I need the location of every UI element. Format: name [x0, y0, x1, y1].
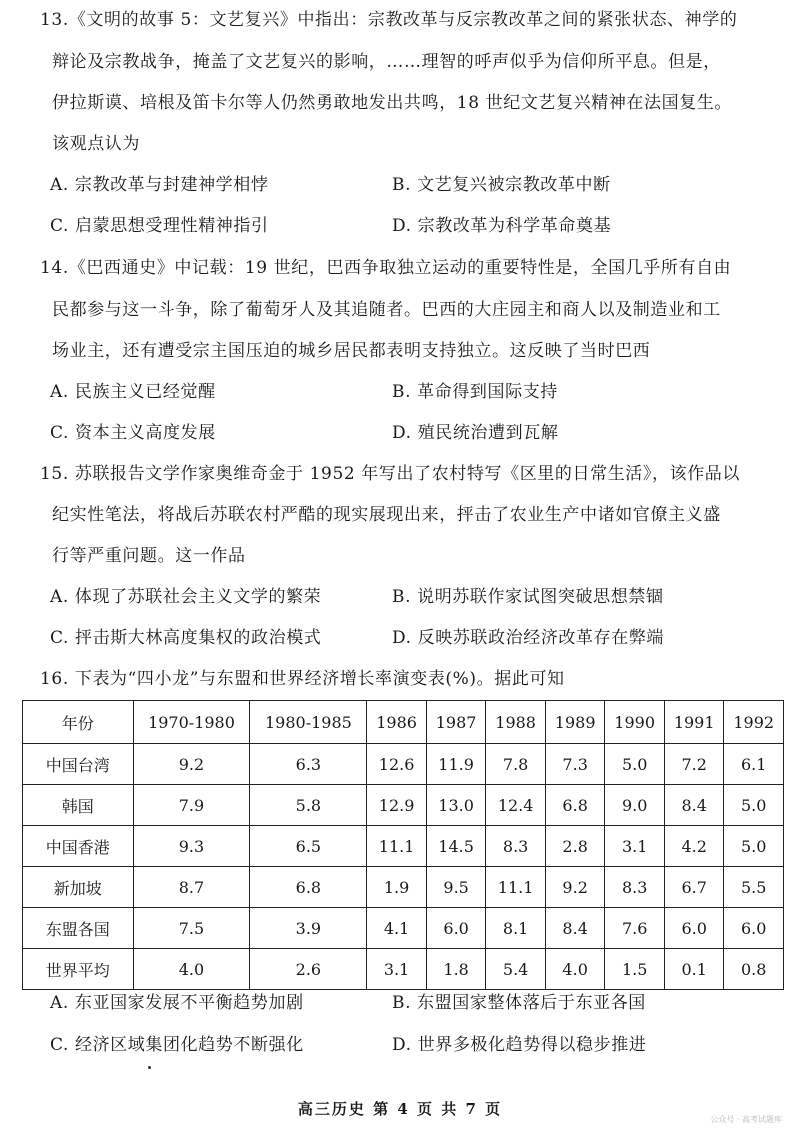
question-16-option-a[interactable]: A. 东亚国家发展不平衡趋势加剧 [50, 993, 304, 1013]
table-cell: 8.4 [664, 785, 724, 826]
table-cell: 11.1 [486, 867, 546, 908]
table-cell: 8.3 [486, 826, 546, 867]
table-row [23, 949, 784, 990]
table-cell: 7.9 [133, 785, 250, 826]
question-13-option-d[interactable]: D. 宗教改革为科学革命奠基 [392, 216, 612, 236]
question-15-option-b[interactable]: B. 说明苏联作家试图突破思想禁锢 [392, 587, 664, 607]
question-15-line-1: 15. 苏联报告文学作家奥维奇金于 1952 年写出了农村特写《区里的日常生活》，该作品以 [40, 464, 741, 484]
table-cell: 0.1 [664, 949, 724, 990]
question-13-line-3: 伊拉斯谟、培根及笛卡尔等人仍然勇敢地发出共鸣，18 世纪文艺复兴精神在法国复生。 [52, 93, 733, 113]
table-header-cell: 1988 [486, 701, 546, 744]
question-16-line-1: 16. 下表为“四小龙”与东盟和世界经济增长率演变表(%)。据此可知 [40, 669, 565, 689]
table-cell: 6.5 [250, 826, 367, 867]
question-13-option-a[interactable]: A. 宗教改革与封建神学相悖 [50, 175, 269, 195]
question-14-option-d[interactable]: D. 殖民统治遭到瓦解 [392, 423, 559, 443]
table-cell: 6.0 [664, 908, 724, 949]
question-14-line-2: 民都参与这一斗争，除了葡萄牙人及其追随者。巴西的大庄园主和商人以及制造业和工 [52, 300, 721, 320]
question-13-line-4: 该观点认为 [52, 134, 140, 154]
table-cell: 5.5 [724, 867, 784, 908]
table-header-cell: 1987 [426, 701, 486, 744]
question-13-option-c[interactable]: C. 启蒙思想受理性精神指引 [50, 216, 269, 236]
table-cell: 7.3 [545, 744, 605, 785]
question-15-option-c[interactable]: C. 抨击斯大林高度集权的政治模式 [50, 628, 322, 648]
table-header-cell: 1992 [724, 701, 784, 744]
watermark: 公众号 · 高考试题库 [710, 1115, 782, 1124]
question-14-option-a[interactable]: A. 民族主义已经觉醒 [50, 382, 216, 402]
table-cell: 7.6 [605, 908, 665, 949]
table-cell: 8.3 [605, 867, 665, 908]
question-13-line-1: 13.《文明的故事 5：文艺复兴》中指出：宗教改革与反宗教改革之间的紧张状态、神学的 [40, 10, 738, 30]
table-cell: 4.2 [664, 826, 724, 867]
table-cell: 12.4 [486, 785, 546, 826]
question-15-line-3: 行等严重问题。这一作品 [52, 546, 246, 566]
table-header-cell: 年份 [23, 701, 134, 744]
table-cell: 5.0 [724, 826, 784, 867]
question-13-line-2: 辩论及宗教战争，掩盖了文艺复兴的影响，……理智的呼声似乎为信仰所平息。但是， [52, 52, 721, 72]
table-cell: 12.6 [367, 744, 427, 785]
question-14-option-c[interactable]: C. 资本主义高度发展 [50, 423, 216, 443]
table-header-cell: 1986 [367, 701, 427, 744]
table-cell: 5.4 [486, 949, 546, 990]
table-header-cell: 1980-1985 [250, 701, 367, 744]
table-row-label: 新加坡 [23, 867, 134, 908]
growth-rate-table [22, 700, 784, 990]
table-cell: 4.1 [367, 908, 427, 949]
stray-dot [148, 1066, 151, 1069]
question-15-option-d[interactable]: D. 反映苏联政治经济改革存在弊端 [392, 628, 665, 648]
table-row-label: 中国台湾 [23, 744, 134, 785]
table-body [23, 701, 784, 990]
table-cell: 7.5 [133, 908, 250, 949]
question-14-line-1: 14.《巴西通史》中记载：19 世纪，巴西争取独立运动的重要特性是，全国几乎所有自由 [40, 258, 732, 278]
table-cell: 1.9 [367, 867, 427, 908]
table-row-label: 东盟各国 [23, 908, 134, 949]
table-cell: 5.8 [250, 785, 367, 826]
table-cell: 9.2 [133, 744, 250, 785]
table-cell: 1.8 [426, 949, 486, 990]
table-cell: 5.0 [724, 785, 784, 826]
table-header-cell: 1990 [605, 701, 665, 744]
table-cell: 6.3 [250, 744, 367, 785]
table-cell: 3.1 [605, 826, 665, 867]
table-header-row [23, 701, 784, 744]
table-cell: 7.2 [664, 744, 724, 785]
question-14-option-b[interactable]: B. 革命得到国际支持 [392, 382, 558, 402]
table-cell: 6.1 [724, 744, 784, 785]
question-16-option-b[interactable]: B. 东盟国家整体落后于东亚各国 [392, 993, 646, 1013]
table-cell: 13.0 [426, 785, 486, 826]
table-cell: 0.8 [724, 949, 784, 990]
table-cell: 2.8 [545, 826, 605, 867]
table-header-cell: 1991 [664, 701, 724, 744]
table-cell: 1.5 [605, 949, 665, 990]
table-cell: 4.0 [133, 949, 250, 990]
table-cell: 9.3 [133, 826, 250, 867]
table-cell: 6.0 [724, 908, 784, 949]
table-cell: 8.1 [486, 908, 546, 949]
table-cell: 11.9 [426, 744, 486, 785]
table-cell: 6.8 [250, 867, 367, 908]
table-row [23, 785, 784, 826]
table-row [23, 744, 784, 785]
table-row [23, 908, 784, 949]
table-cell: 9.5 [426, 867, 486, 908]
table-row [23, 867, 784, 908]
question-14-line-3: 场业主，还有遭受宗主国压迫的城乡居民都表明支持独立。这反映了当时巴西 [52, 341, 651, 361]
table-header-cell: 1989 [545, 701, 605, 744]
table-cell: 11.1 [367, 826, 427, 867]
table-cell: 12.9 [367, 785, 427, 826]
table-cell: 6.0 [426, 908, 486, 949]
question-16-option-d[interactable]: D. 世界多极化趋势得以稳步推进 [392, 1035, 647, 1055]
question-13-option-b[interactable]: B. 文艺复兴被宗教改革中断 [392, 175, 611, 195]
table-cell: 2.6 [250, 949, 367, 990]
table-cell: 5.0 [605, 744, 665, 785]
table-cell: 9.2 [545, 867, 605, 908]
table-row [23, 826, 784, 867]
table-row-label: 世界平均 [23, 949, 134, 990]
question-15-line-2: 纪实性笔法，将战后苏联农村严酷的现实展现出来，抨击了农业生产中诸如官僚主义盛 [52, 505, 721, 525]
table-cell: 6.7 [664, 867, 724, 908]
table-cell: 3.1 [367, 949, 427, 990]
table-cell: 4.0 [545, 949, 605, 990]
table-cell: 9.0 [605, 785, 665, 826]
table-cell: 3.9 [250, 908, 367, 949]
question-15-option-a[interactable]: A. 体现了苏联社会主义文学的繁荣 [50, 587, 322, 607]
table-header-cell: 1970-1980 [133, 701, 250, 744]
question-16-option-c[interactable]: C. 经济区域集团化趋势不断强化 [50, 1035, 304, 1055]
table-cell: 8.4 [545, 908, 605, 949]
table-cell: 6.8 [545, 785, 605, 826]
table-cell: 8.7 [133, 867, 250, 908]
table-row-label: 韩国 [23, 785, 134, 826]
table-row-label: 中国香港 [23, 826, 134, 867]
table-cell: 7.8 [486, 744, 546, 785]
page-footer: 高三历史 第 4 页 共 7 页 [297, 1100, 503, 1118]
table-cell: 14.5 [426, 826, 486, 867]
